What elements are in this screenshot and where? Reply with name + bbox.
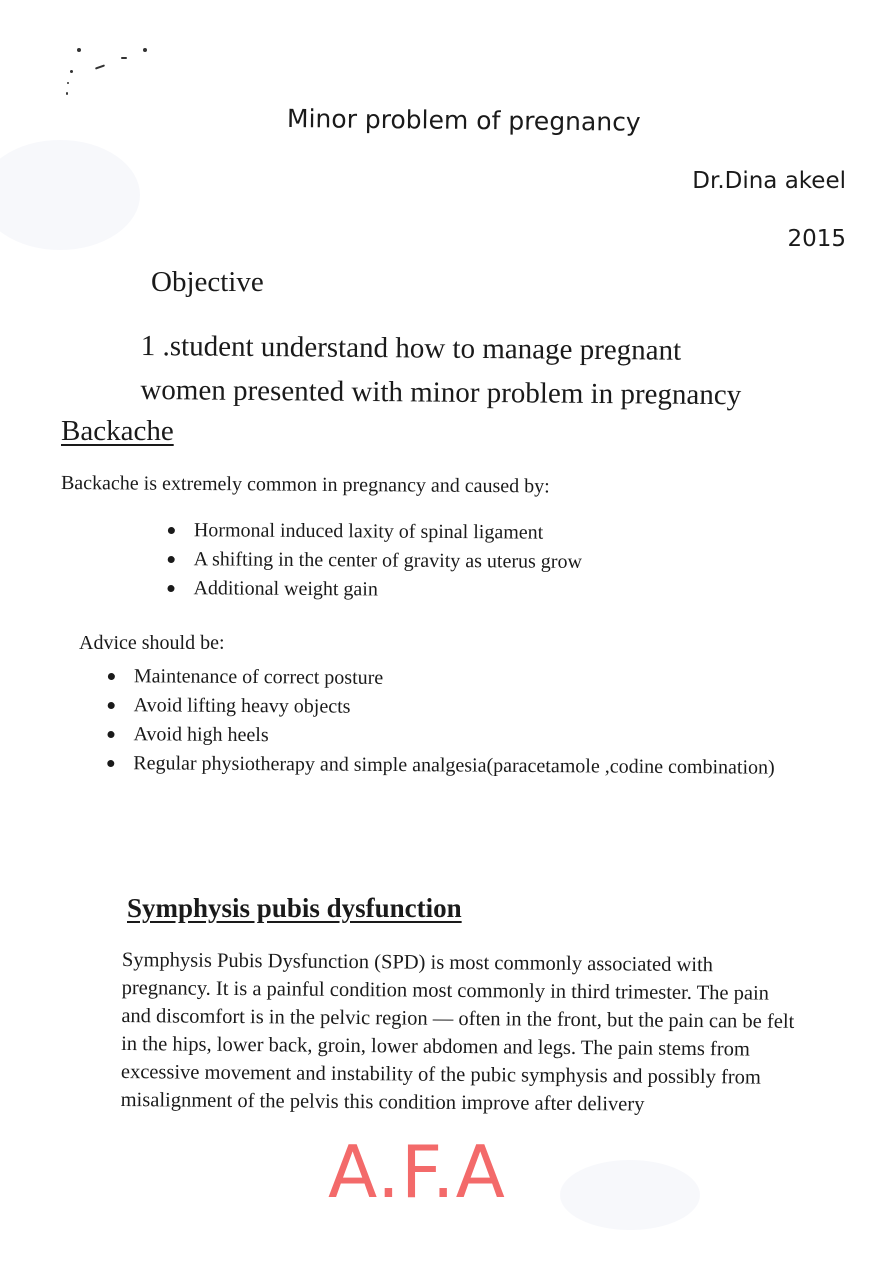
list-item: A shifting in the center of gravity as uterus grow <box>166 545 582 577</box>
objective-line-1: 1 .student understand how to manage pregnant <box>140 329 682 367</box>
backache-heading: Backache <box>61 415 174 447</box>
paragraph-line: and discomfort is in the pelvic region — often in the front, but the pain can be felt <box>121 1004 795 1033</box>
backache-intro: Backache is extremely common in pregnancy and caused by: <box>60 472 550 498</box>
paragraph-line: misalignment of the pelvis this condition improve after delivery <box>120 1088 645 1116</box>
document-year: 2015 <box>787 226 846 252</box>
afa-stamp: A.F.A <box>328 1130 506 1214</box>
advice-list <box>105 662 775 783</box>
list-item: Avoid lifting heavy objects <box>106 691 776 725</box>
advice-heading: Advice should be: <box>79 632 225 654</box>
spd-heading: Symphysis pubis dysfunction <box>127 893 462 923</box>
list-item: Additional weight gain <box>165 574 581 606</box>
spd-paragraph <box>121 946 862 1120</box>
objective-text <box>140 324 742 417</box>
author-name: Dr.Dina akeel <box>692 168 846 194</box>
backache-causes-list <box>165 516 582 606</box>
list-item: Regular physiotherapy and simple analgesia(paracetamole ,codine combination) <box>105 749 775 783</box>
objective-heading: Objective <box>151 266 264 298</box>
paragraph-line: pregnancy. It is a painful condition most commonly in third trimester. The pain <box>121 976 770 1005</box>
list-item: Avoid high heels <box>105 720 775 754</box>
objective-line-2: women presented with minor problem in pregnancy <box>140 373 742 412</box>
list-item: Hormonal induced laxity of spinal ligament <box>166 516 582 548</box>
document-title: Minor problem of pregnancy <box>286 104 641 137</box>
paragraph-line: in the hips, lower back, groin, lower abdomen and legs. The pain stems from <box>121 1032 750 1061</box>
paragraph-line: excessive movement and instability of the pubic symphysis and possibly from <box>120 1060 761 1089</box>
paragraph-line: Symphysis Pubis Dysfunction (SPD) is most commonly associated with <box>121 948 714 977</box>
list-item: Maintenance of correct posture <box>106 662 776 696</box>
